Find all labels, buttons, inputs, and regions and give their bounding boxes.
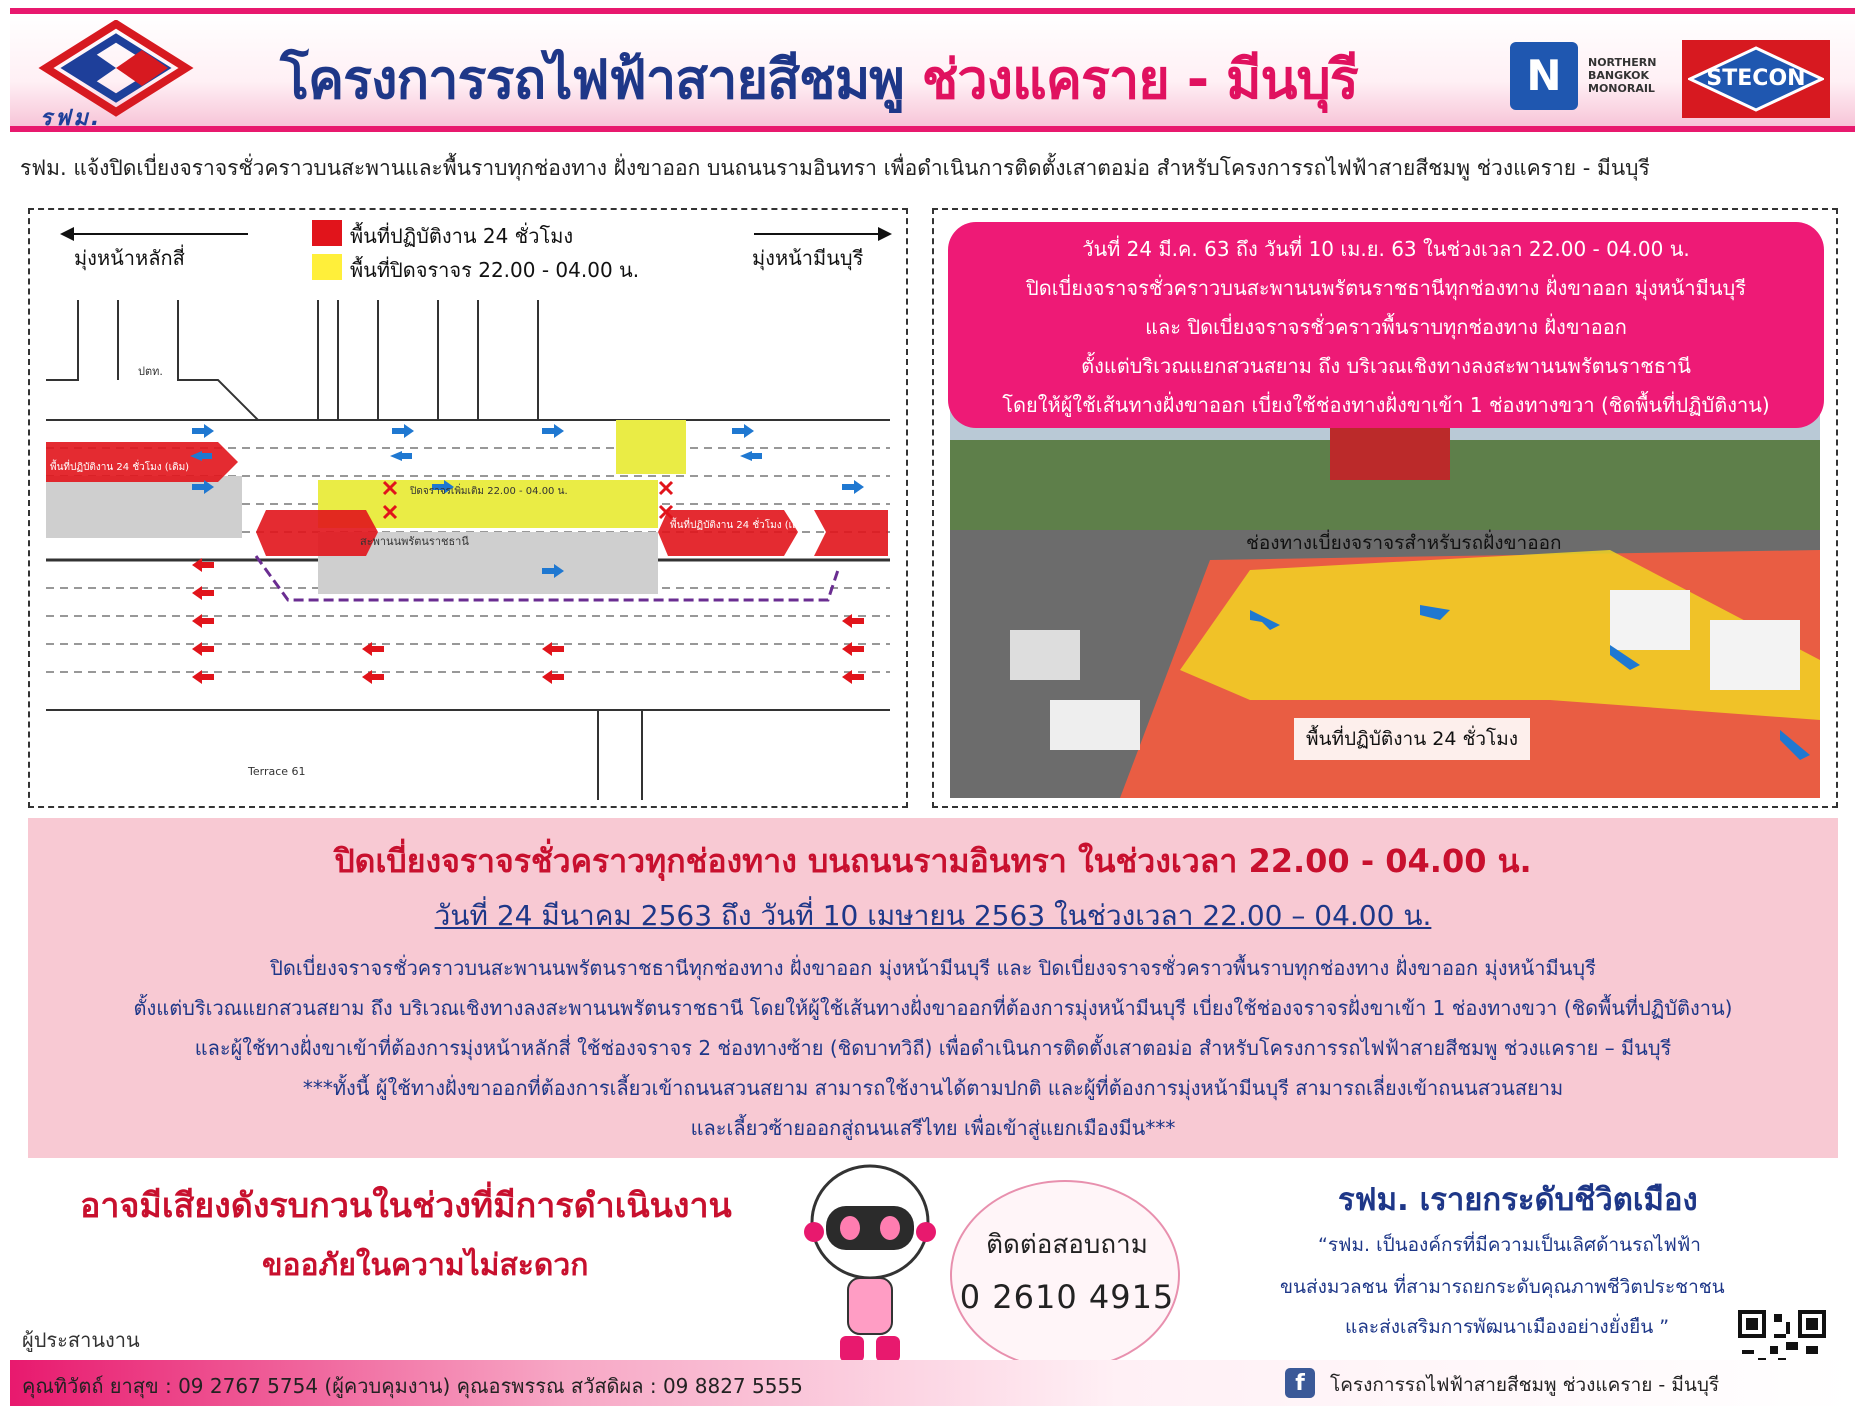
slogan-title: รฟม. เรายกระดับชีวิตเมือง [1338,1182,1698,1218]
site-photo-panel [932,208,1838,808]
notice-body-line-2: ตั้งแต่บริเวณแยกสวนสยาม ถึง บริเวณเชิงทางลงสะพานนพรัตนราชธานี โดยให้ผู้ใช้เส้นทางฝั่งขาออกที่ต้องการมุ่งหน้ามีนบุรี เบี่ยงใช้ช่องจราจรฝั่งขาเข้า 1 ช่องทางขวา (ชิดพื้นที่ปฏิบัติงาน) [133,996,1733,1020]
notice-heading: ปิดเบี่ยงจราจรชั่วคราวทุกช่องทาง บนถนนรามอินทรา ในช่วงเวลา 22.00 - 04.00 น. [334,842,1532,880]
coordinator-contacts: คุณทิวัตถ์ ยาสุข : 09 2767 5754 (ผู้ควบคุมงาน) คุณอรพรรณ สวัสดิผล : 09 8827 5555 [22,1374,803,1398]
schedule-callout [948,222,1824,428]
bridge-label: สะพานนพรัตนราชธานี [360,535,469,548]
apology-text: ขออภัยในความไม่สะดวก [262,1248,589,1283]
slogan-line-1: “รฟม. เป็นองค์กรที่มีความเป็นเลิศด้านรถไฟฟ้า [1318,1234,1701,1256]
mrta-logo-text: รฟม. [40,106,103,131]
direction-laksi: มุ่งหน้าหลักสี่ [74,246,185,270]
noise-warning: อาจมีเสียงดังรบกวนในช่วงที่มีการดำเนินงาน [80,1186,732,1226]
coordinator-label: ผู้ประสานงาน [22,1328,140,1352]
arrow-right-icon [752,224,892,244]
title-pink: ช่วงแคราย - มีนบุรี [921,48,1358,111]
slogan-line-3: และส่งเสริมการพัฒนาเมืองอย่างยั่งยืน ” [1345,1316,1670,1338]
svg-text:ปตท.: ปตท. [138,365,163,378]
notice-body-line-1: ปิดเบี่ยงจราจรชั่วคราวบนสะพานนพรัตนราชธานีทุกช่องทาง ฝั่งขาออก มุ่งหน้ามีนบุรี และ ปิดเบี่ยงจราจรชั่วคราวพื้นราบทุกช่องทาง ฝั่งขาออก มุ่งหน้ามีนบุรี [270,956,1596,980]
contact-badge [950,1180,1180,1370]
partner-line-1: NORTHERN [1588,56,1657,69]
callout-line-5: โดยให้ผู้ใช้เส้นทางฝั่งขาออก เบี่ยงใช้ช่องทางฝั่งขาเข้า 1 ช่องทางขวา (ชิดพื้นที่ปฏิบัติงาน) [1002,393,1770,417]
legend-work-24h: พื้นที่ปฏิบัติงาน 24 ชั่วโมง [350,224,574,248]
partner-line-2: BANGKOK [1588,69,1650,82]
arrow-left-icon [60,224,250,244]
callout-line-1: วันที่ 24 มี.ค. 63 ถึง วันที่ 10 เม.ย. 63 ในช่วงเวลา 22.00 - 04.00 น. [1082,237,1690,261]
announcement-subtitle: รฟม. แจ้งปิดเบี่ยงจราจรชั่วคราวบนสะพานและพื้นราบทุกช่องทาง ฝั่งขาออก บนถนนรามอินทรา เพื่อดำเนินการติดตั้งเสาตอม่อ สำหรับโครงการรถไฟฟ้าสายสีชมพู ช่วงแคราย - มีนบุรี [20,156,1650,180]
title-blue: โครงการรถไฟฟ้าสายสีชมพู [280,48,904,111]
footer-bar [10,1360,1855,1406]
callout-line-2: ปิดเบี่ยงจราจรชั่วคราวบนสะพานนพรัตนราชธานีทุกช่องทาง ฝั่งขาออก มุ่งหน้ามีนบุรี [1026,276,1746,300]
mascot-icon [800,1160,940,1370]
work-area-label-left: พื้นที่ปฏิบัติงาน 24 ชั่วโมง (เดิม) [50,462,190,473]
notice-box [28,818,1838,1158]
notice-body-line-4: ***ทั้งนี้ ผู้ใช้ทางฝั่งขาออกที่ต้องการเลี้ยวเข้าถนนสวนสยาม สามารถใช้งานได้ตามปกติ และผู้ที่ต้องการมุ่งหน้ามีนบุรี สามารถเลี่ยงเข้าถนนสวนสยาม [302,1076,1564,1100]
notice-body-line-5: และเลี้ยวซ้ายออกสู่ถนนเสรีไทย เพื่อเข้าสู่แยกเมืองมีน*** [690,1116,1176,1140]
notice-body-line-3: และผู้ใช้ทางฝั่งขาเข้าที่ต้องการมุ่งหน้าหลักสี่ ใช้ช่องจราจร 2 ช่องทางซ้าย (ชิดบาทวิถี) เพื่อดำเนินการติดตั้งเสาตอม่อ สำหรับโครงการรถไฟฟ้าสายสีชมพู ช่วงแคราย – มีนบุรี [194,1036,1672,1060]
traffic-diagram-panel [28,208,908,808]
slogan-line-2: ขนส่งมวลชน ที่สามารถยกระดับคุณภาพชีวิตประชาชน [1280,1276,1725,1298]
work-area-label-right: พื้นที่ปฏิบัติงาน 24 ชั่วโมง (เดิม) [670,520,810,531]
page-title [280,36,1358,122]
closed-lane-label: ปิดจราจรเพิ่มเติม 22.00 - 04.00 น. [410,486,568,497]
direction-minburi: มุ่งหน้ามีนบุรี [752,246,864,270]
work-area-photo-label: พื้นที่ปฏิบัติงาน 24 ชั่วโมง [1294,718,1530,760]
contact-phone[interactable]: 0 2610 4915 [959,1278,1175,1316]
callout-line-4: ตั้งแต่บริเวณแยกสวนสยาม ถึง บริเวณเชิงทางลงสะพานนพรัตนราชธานี [1081,354,1691,378]
stecon-logo-text: STECON [1706,66,1806,91]
legend-closed-night: พื้นที่ปิดจราจร 22.00 - 04.00 น. [350,258,640,282]
facebook-page-link[interactable]: โครงการรถไฟฟ้าสายสีชมพู ช่วงแคราย - มีนบุรี [1330,1374,1720,1396]
detour-lane-label: ช่องทางเบี่ยงจราจรสำหรับรถฝั่งขาออก [1246,532,1562,554]
facebook-icon[interactable]: f [1285,1368,1315,1398]
contact-label: ติดต่อสอบถาม [986,1230,1148,1260]
northern-bangkok-monorail-text [1588,56,1656,95]
notice-date: วันที่ 24 มีนาคม 2563 ถึง วันที่ 10 เมษายน 2563 ในช่วงเวลา 22.00 – 04.00 น. [434,899,1432,932]
stecon-logo [1682,40,1830,118]
legend-swatch-work [312,220,342,246]
header-banner [10,8,1855,132]
northern-bangkok-monorail-icon: N [1510,42,1578,110]
callout-line-3: และ ปิดเบี่ยงจราจรชั่วคราวพื้นราบทุกช่องทาง ฝั่งขาออก [1145,315,1627,339]
partner-line-3: MONORAIL [1588,82,1655,95]
svg-text:Terrace 61: Terrace 61 [248,765,306,778]
